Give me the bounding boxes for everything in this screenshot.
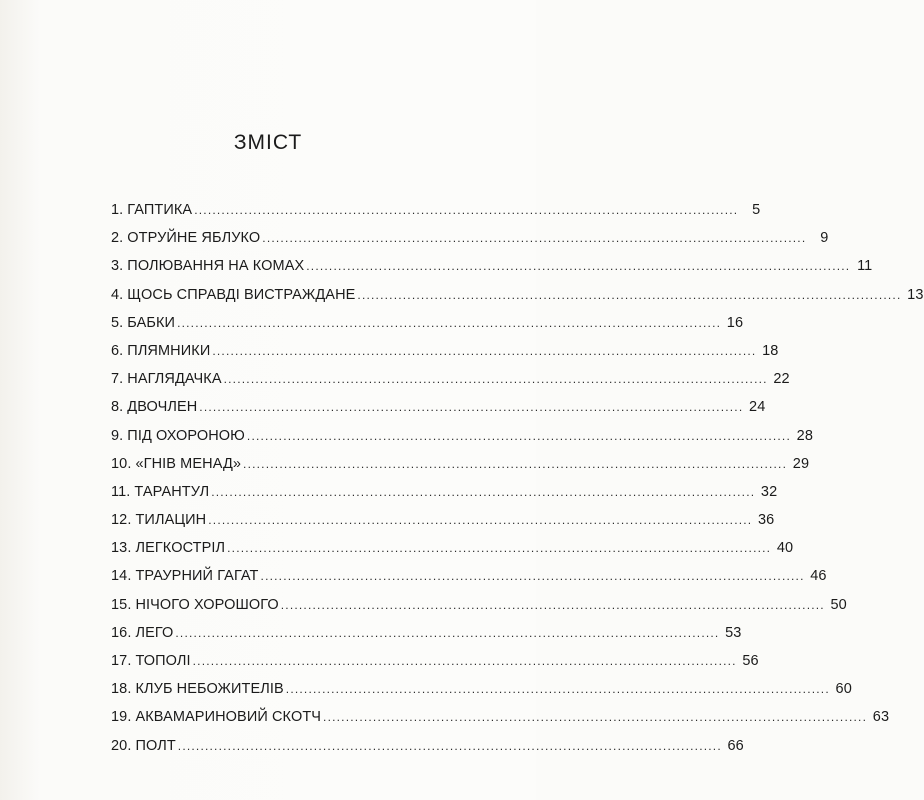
toc-entry-page-number: 53 bbox=[725, 624, 742, 641]
toc-entry-page-number: 13 bbox=[907, 286, 924, 303]
toc-entry bbox=[111, 653, 759, 681]
dot-leader: ........................................................................................................................ bbox=[192, 654, 737, 668]
dot-leader: ........................................................................................................................ bbox=[280, 597, 825, 612]
toc-entry-title: АКВАМАРИНОВИЙ СКОТЧ bbox=[135, 709, 322, 726]
toc-entry-page-number: 56 bbox=[742, 653, 759, 669]
dot-leader: ........................................................................................................................ bbox=[323, 710, 868, 725]
toc-entry bbox=[111, 314, 744, 343]
toc-entry-title: ТОПОЛІ bbox=[135, 653, 191, 669]
toc-entry bbox=[111, 737, 744, 766]
toc-entry-number: 4. bbox=[111, 286, 124, 303]
toc-entry-number: 6. bbox=[111, 342, 124, 359]
dot-leader: ........................................................................................................................ bbox=[262, 231, 807, 246]
toc-entry bbox=[111, 455, 810, 484]
toc-entry bbox=[111, 483, 778, 512]
toc-entry-title: КЛУБ НЕБОЖИТЕЛІВ bbox=[135, 681, 284, 698]
dot-leader: ........................................................................................................................ bbox=[285, 682, 830, 697]
toc-entry-number: 9. bbox=[111, 427, 124, 444]
toc-entry-title: ПІД ОХОРОНОЮ bbox=[127, 427, 245, 444]
toc-entry-number: 20. bbox=[111, 737, 132, 754]
toc-entry bbox=[111, 399, 766, 427]
toc-entry-page-number: 28 bbox=[796, 427, 813, 444]
toc-entry-page-number: 18 bbox=[762, 342, 779, 359]
table-of-contents bbox=[111, 202, 924, 766]
toc-entry-page-number: 11 bbox=[857, 258, 873, 275]
dot-leader: ........................................................................................................................ bbox=[194, 203, 739, 217]
toc-entry bbox=[111, 596, 847, 625]
toc-entry-number: 8. bbox=[111, 399, 124, 416]
toc-entry-title: ТРАУРНИЙ ГАГАТ bbox=[135, 568, 259, 585]
toc-entry-title: ТАРАНТУЛ bbox=[134, 483, 210, 500]
dot-leader: ........................................................................................................................ bbox=[223, 372, 768, 387]
toc-entry-number: 12. bbox=[111, 512, 132, 529]
toc-entry bbox=[111, 371, 790, 399]
toc-entry bbox=[111, 258, 873, 286]
toc-entry-page-number: 32 bbox=[760, 483, 778, 500]
dot-leader: ........................................................................................................................ bbox=[306, 259, 851, 274]
toc-entry bbox=[111, 681, 852, 709]
toc-entry bbox=[111, 230, 829, 258]
page-title: ЗМІСТ bbox=[233, 131, 303, 154]
dot-leader: ........................................................................................................................ bbox=[243, 456, 788, 471]
toc-entry-page-number: 40 bbox=[776, 540, 794, 557]
toc-entry-number: 13. bbox=[111, 540, 132, 557]
toc-entry-title: ГАПТИКА bbox=[127, 202, 193, 218]
toc-entry-number: 7. bbox=[111, 371, 124, 388]
toc-entry-number: 1. bbox=[111, 202, 124, 218]
toc-entry-title: ПОЛТ bbox=[135, 737, 176, 754]
toc-entry-page-number: 63 bbox=[872, 709, 890, 726]
toc-entry-number: 18. bbox=[111, 681, 132, 698]
toc-entry bbox=[111, 342, 779, 371]
toc-entry-page-number: 5 bbox=[752, 202, 761, 218]
toc-entry-number: 5. bbox=[111, 314, 124, 331]
toc-entry-title: ЛЕГКОСТРІЛ bbox=[135, 540, 226, 557]
dot-leader: ........................................................................................................................ bbox=[357, 287, 902, 302]
toc-entry bbox=[111, 709, 890, 737]
dot-leader: ........................................................................................................................ bbox=[212, 343, 757, 358]
toc-entry bbox=[111, 202, 761, 230]
toc-entry-page-number: 29 bbox=[792, 455, 810, 472]
toc-entry-title: ЛЕГО bbox=[135, 624, 174, 641]
toc-entry-page-number: 24 bbox=[749, 399, 766, 416]
toc-entry-title: НІЧОГО ХОРОШОГО bbox=[135, 596, 279, 613]
toc-entry-number: 3. bbox=[111, 258, 124, 275]
toc-entry-page-number: 66 bbox=[727, 737, 744, 754]
toc-entry-title: ПЛЯМНИКИ bbox=[127, 342, 211, 359]
dot-leader: ........................................................................................................................ bbox=[199, 400, 744, 415]
toc-entry-page-number: 16 bbox=[726, 314, 744, 331]
toc-entry bbox=[111, 624, 742, 653]
toc-entry-number: 14. bbox=[111, 568, 132, 585]
dot-leader: ........................................................................................................................ bbox=[260, 569, 805, 584]
toc-entry-number: 10. bbox=[111, 455, 132, 472]
toc-entry bbox=[111, 540, 794, 568]
toc-entry-title: НАГЛЯДАЧКА bbox=[127, 371, 222, 388]
toc-entry-page-number: 46 bbox=[810, 568, 827, 585]
dot-leader: ........................................................................................................................ bbox=[175, 625, 720, 640]
dot-leader: ........................................................................................................................ bbox=[246, 428, 791, 443]
dot-leader: ........................................................................................................................ bbox=[211, 484, 756, 499]
toc-entry-title: ТИЛАЦИН bbox=[135, 512, 207, 529]
toc-entry-number: 19. bbox=[111, 709, 132, 726]
toc-entry-title: ЩОСЬ СПРАВДІ ВИСТРАЖДАНЕ bbox=[127, 286, 356, 303]
toc-entry-number: 15. bbox=[111, 596, 132, 613]
toc-entry-title: ОТРУЙНЕ ЯБЛУКО bbox=[127, 230, 261, 247]
toc-entry bbox=[111, 568, 827, 596]
dot-leader: ........................................................................................................................ bbox=[177, 738, 722, 753]
toc-entry-page-number: 50 bbox=[830, 596, 847, 613]
dot-leader: ........................................................................................................................ bbox=[208, 513, 753, 528]
toc-entry-number: 11. bbox=[111, 483, 131, 500]
toc-entry-title: БАБКИ bbox=[127, 314, 176, 331]
toc-entry-page-number: 22 bbox=[773, 371, 790, 388]
toc-entry-title: ДВОЧЛЕН bbox=[127, 399, 198, 416]
toc-entry-page-number: 36 bbox=[758, 512, 775, 529]
dot-leader: ........................................................................................................................ bbox=[177, 315, 722, 330]
toc-entry-title: ПОЛЮВАННЯ НА КОМАХ bbox=[127, 258, 305, 275]
toc-entry-number: 16. bbox=[111, 624, 132, 641]
dot-leader: ........................................................................................................................ bbox=[227, 541, 772, 556]
toc-entry-page-number: 9 bbox=[820, 230, 829, 247]
toc-entry-page-number: 60 bbox=[835, 681, 852, 698]
toc-entry-number: 2. bbox=[111, 230, 124, 247]
toc-entry-number: 17. bbox=[111, 653, 132, 669]
toc-entry-title: «ГНІВ МЕНАД» bbox=[135, 455, 242, 472]
toc-entry bbox=[111, 286, 924, 315]
toc-entry bbox=[111, 427, 813, 456]
toc-entry bbox=[111, 512, 775, 540]
